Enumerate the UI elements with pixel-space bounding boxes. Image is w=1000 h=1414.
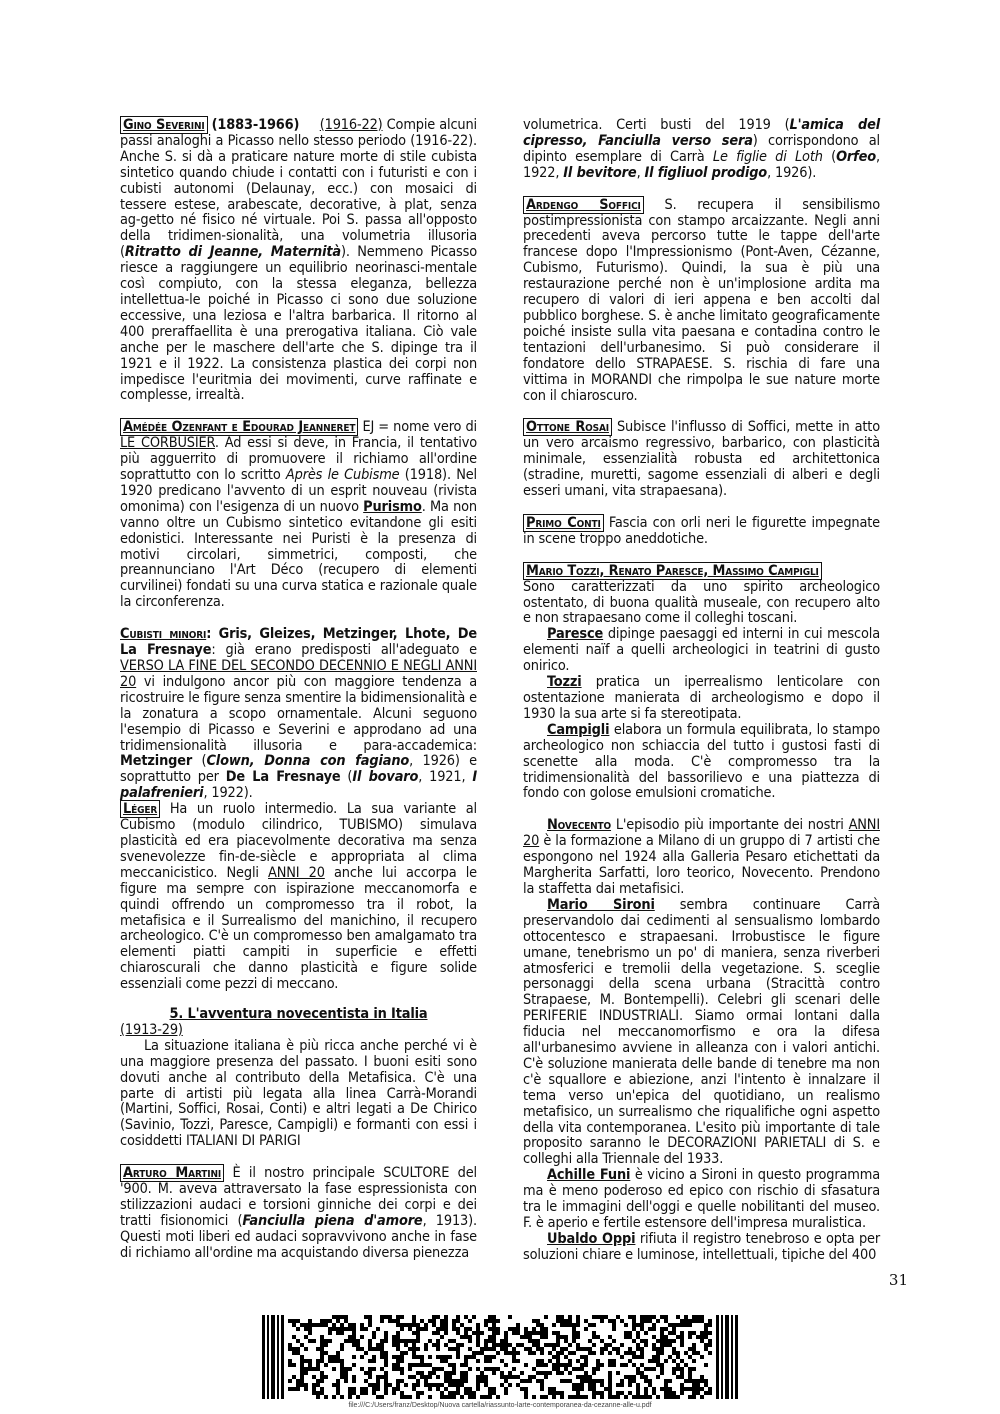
- text: è la formazione a Milano di un gruppo di 7 artisti che espongono nel 1924 alla Galleria Pesaro etichettati da Margherita Sarfatti, loro teorico, Novecento. Prendono la staffetta dai metafisici.: [523, 833, 880, 897]
- text: (1918). Nel 1920 predicano l'avvento di un esprit nouveau (rivista omonima) con l'esigenza di un nuovo: [120, 467, 478, 515]
- artwork-title: L'amica del cipresso, Fanciulla verso sera: [523, 117, 881, 149]
- label-cubisti-minori: Cubisti minori: [120, 626, 207, 643]
- text: È il nostro principale SCULTORE del '900. M. aveva attraversato la fase espressionista con stilizzazioni audaci e torsioni ginniche dei corpi e dei tratti fisionomici (: [120, 1165, 477, 1229]
- text: pratica un iperrealismo lenticolare con ostentazione manierata di archeologismo e dopo il 1930 la sua arte si fa stereotipata.: [523, 674, 880, 722]
- artwork-title: I palafrenieri: [120, 769, 477, 802]
- artist-name-martini: Arturo Martini: [120, 1164, 224, 1182]
- section-title: 5. L'avventura novecentista in Italia: [169, 1006, 428, 1023]
- movement-novecento: Novecento: [547, 817, 612, 834]
- paragraph-rosai: [523, 420, 880, 500]
- text: vi indulgono ancor più con maggiore tendenza a ricostruire le figure senza smentire la bidimensionalità e la zonatura a scopo ornamentale. Alcuni seguono l'esempio di Picasso e Severini e approdano ad una tridimensionalità illusoria e para-accademica:: [120, 673, 477, 754]
- page-number: 31: [888, 1271, 908, 1289]
- artwork-title: Il bovaro: [352, 769, 419, 786]
- text: anche lui accorpa le figure ma sempre con ispirazione meccanomorfa e quindi offrendo un compromesso tra il robot, la metafisica e il Surrealismo del manichino, il recupero archeologico. C'è un compromesso ben amalgamato tra elementi piatti campiti in superficie e effetti chiaroscurali che danno plasticità e figure solide essenziali come pezzi di meccano.: [120, 864, 477, 993]
- text: EJ = nome vero di: [358, 419, 477, 436]
- artist-paresce: Paresce: [547, 626, 604, 643]
- section-dates: [120, 1023, 477, 1039]
- text: è vicino a Sironi in questo programma ma è meno poderoso ed epico con rischio di sfasatura tra le immagini dell'oggi e quelle nobilitanti del museo. F. è aperio e fertile estensore dell'impresa muralistica.: [523, 1167, 880, 1231]
- paragraph-severini: [120, 118, 477, 404]
- text: , 1922).: [203, 785, 253, 802]
- artwork-title: Clown, Donna con fagiano: [206, 753, 410, 770]
- artist-names: : Gris, Gleizes, Metzinger, Lhote, De La Fresnaye: [120, 626, 477, 659]
- artist-sironi: Mario Sironi: [547, 896, 655, 913]
- artist-name-rosai: Ottone Rosai: [523, 418, 612, 436]
- text: Compie alcuni passi analoghi a Picasso nello stesso periodo (1916-22). Anche S. si dà a praticare nature morte di stile cubista sintetico quando chiude i contatti con i futuristi e con i cubisti autonomi (Delaunay, ecc.) con mosaici di tessere estese, arabescate, decorative, à plat, senza ag-getto né fisico né virtuale. Poi S. passa all'opposto della tridimen-sionalità, una volumetria illusoria (: [120, 117, 477, 261]
- text: , 1921,: [418, 769, 473, 786]
- text: (: [192, 753, 207, 770]
- artwork-title: Il figliuol prodigo: [644, 164, 768, 181]
- text: , 1926) e soprattutto per: [120, 753, 477, 786]
- text: Ha un ruolo intermedio. La sua variante al Cubismo (modulo cilindrico, TUBISMO) simulava plasticità ed era piacevolmente decorativa ma senza svenevolezze fin-de-siècle e appropriata al clima meccanicistico. Negli: [120, 801, 477, 881]
- text: : già erano predisposti all'adeguato e: [211, 642, 477, 659]
- le-corbusier: LE CORBUSIER: [120, 435, 215, 452]
- paragraph-ozenfant: [120, 420, 477, 611]
- paragraph-leger: [120, 802, 477, 993]
- footer-file-path: file:///C:/Users/franz/Desktop/Nuova cartella/riassunto-larte-contemporanea-da-cezanne-alle-u.pdf: [348, 1402, 652, 1409]
- paragraph-conti: [523, 516, 880, 548]
- text: . Ma non vanno oltre un Cubismo sintetico evitandone gli esiti edonistici. Interessante nei Puristi è la presenza di motivi circolari, simmetrici, composti, che preannunciano l'Art Déco (recupero di elementi curvilinei) fondati su una curva statica e razionale quale la circonferenza.: [120, 498, 477, 611]
- barcode-image: [262, 1315, 738, 1399]
- text: Fascia con orli neri le figurette impegnate in scene troppo aneddotiche.: [523, 514, 881, 547]
- artist-oppi: Ubaldo Oppi: [547, 1230, 636, 1247]
- text: , 1913). Questi moti liberi ed audaci sopravvivono anche in fase di richiamo all'ordine ma acquistando diversa pienezza: [120, 1212, 477, 1261]
- text: dipinge paesaggi ed interni in cui mescola elementi naïf a quelli archeologici in teatrini di gusto onirico.: [523, 626, 880, 675]
- paragraph-soffici: [523, 198, 880, 405]
- artist-metzinger: Metzinger: [120, 753, 193, 770]
- period-severini: (1916-22): [319, 117, 383, 133]
- paragraph-tozzi: [523, 675, 880, 723]
- text: ). Nemmeno Picasso riesce a raggiungere un equilibrio neorinasci-mentale così compiuto, con la stessa eleganza, bellezza intellettua-le poiché in Picasso ci sono due soluzione eccessive, una leziosa e l'altra barbarica. Il ritorno al 400 preraffaellita è una prerogativa italiana. Ciò vale anche per le maschere dell'arte che S. dipinge tra il 1921 e il 1922. La consistenza plastica dei corpi non impedisce l'euritmia dei movimenti, curve raffinate e complesse, irrealtà.: [120, 244, 477, 404]
- text: L'episodio più importante dei nostri: [611, 817, 849, 834]
- artist-tozzi: Tozzi: [547, 674, 582, 691]
- artist-campigli: Campigli: [547, 721, 610, 738]
- artist-name-leger: Léger: [120, 800, 160, 818]
- artwork-title: Le figlie di Loth: [712, 148, 823, 165]
- heading-tozzi-group: [523, 564, 880, 580]
- artist-name-conti: Primo Conti: [523, 514, 604, 532]
- artwork-title: Orfeo: [836, 148, 877, 165]
- artist-names-group: Mario Tozzi, Renato Paresce, Massimo Campigli: [523, 562, 822, 580]
- text: Subisce l'influsso di Soffici, mette in atto un vero arcaismo regressivo, barbarico, con plasticità minimale, essenzialità robusta ed architettonica (stradine, muretti, sagome essenziali di alberi e degli esseri umani, vita strapaesana).: [523, 419, 880, 500]
- paragraph-campigli: [523, 723, 880, 803]
- artwork-title: Ritratto di Jeanne, Maternità: [124, 244, 341, 261]
- paragraph-sironi: [523, 898, 880, 1168]
- artwork-title: Fanciulla piena d'amore: [242, 1212, 423, 1229]
- left-column: [120, 118, 477, 1262]
- text: (: [822, 148, 837, 165]
- artist-funi: Achille Funi: [547, 1167, 631, 1184]
- artwork-title: Il bevitore: [563, 164, 637, 181]
- text: elabora un formula equilibrata, lo stampo archeologico non schiaccia del tutto i gustosi fasti di scenette alla moda. C'è compromesso tra la tridimensionalità del bassorilievo e una piattezza di fondo con golose emulsioni cromatiche.: [523, 721, 880, 802]
- paragraph-paresce: [523, 627, 880, 675]
- artist-name-ozenfant: Amédée Ozenfant e Edourad Jeanneret: [120, 418, 358, 436]
- artist-name-soffici: Ardengo Soffici: [523, 196, 644, 214]
- artist-name-severini: Gino Severini: [120, 116, 208, 134]
- text: . Ad essi si deve, in Francia, il tentativo più agguerrito di promuovere il richiamo all'ordine soprattutto con lo scritto: [120, 435, 478, 484]
- section-intro: La situazione italiana è più ricca anche perché vi è una maggiore presenza del passato. I buoni esiti sono dovuti anche al contributo della Metafisica. C'è una parte di artisti più legata alla linea Carrà-Morandi (Martini, Soffici, Rosai, Conti) e altri legati a De Chirico (Savinio, Tozzi, Paresce, Campigli) e formanti con essi i cosiddetti ITALIANI DI PARIGI: [120, 1037, 477, 1150]
- artist-dates-severini: (1883-1966): [211, 117, 300, 133]
- text: , 1926).: [767, 164, 817, 181]
- paragraph-cubisti-minori: [120, 627, 477, 802]
- book-title: Après le Cubisme: [285, 467, 400, 484]
- text: ,: [636, 164, 645, 181]
- text: (: [340, 769, 353, 786]
- text: volumetrica. Certi busti del 1919 (: [523, 117, 790, 133]
- period: ANNI 20: [523, 817, 880, 850]
- period: VERSO LA FINE DEL SECONDO DECENNIO E NEGLI ANNI 20: [120, 658, 477, 690]
- period: ANNI 20: [268, 864, 325, 881]
- paragraph-intro-right: [523, 118, 880, 182]
- text: sembra continuare Carrà preservandolo dai cedimenti al sensualismo lombardo ottocentesco e strapaesani. Irrobustisce le figure umane, tenebrismo un po' di maniera, senza riverberi atmosferici e tremolii della vegetazione. S. sceglie personaggi della scena urbana (Stracittà contro Strapaese, M. Bontempelli). Celebri gli scenari delle PERIFERIE INDUSTRIALI. Siamo ormai lontani dalla fiducia nel meccanomorfismo e ora la difesa all'urbanesimo avviene in alleanza con i valori antichi. C'è soluzione manierata delle bande di tenebre ma non c'è squallore e abiezione, anzi l'intento è innalzare il tema verso un'epica del quotidiano, un realismo metafisico, un surrealismo che riqualifiche ogni aspetto della vita contemporanea. L'esito più importante di tale proposito saranno le DECORAZIONI PARIETALI di S. e colleghi alla Triennale del 1933.: [523, 896, 880, 1168]
- text: rifiuta il registro tenebroso e opta per soluzioni chiare e luminose, intellettuali, tipiche del 400: [523, 1230, 880, 1263]
- text: , 1922,: [523, 148, 880, 181]
- paragraph-oppi: [523, 1232, 880, 1264]
- artist-fresnaye: De La Fresnaye: [225, 769, 341, 786]
- term-purismo: Purismo: [363, 498, 422, 515]
- paragraph-funi: [523, 1168, 880, 1232]
- paragraph-martini: [120, 1166, 477, 1261]
- dates: (1913-29): [120, 1021, 183, 1038]
- paragraph-tozzi-group: Sono caratterizzati da uno spirito archeologico ostentato, di buona qualità museale, con recupero alto e non strapaesano come il colleghi toscani.: [523, 578, 880, 627]
- text: S. recupera il sensibilismo postimpressionista con stampo arcaizzante. Negli anni precedenti aveva percorso tutte le tappe dell'arte francese dopo l'Impressionismo (Pont-Aven, Cézanne, Cubismo, Futurismo). Quindi, la sua è più una restaurazione perché non è un'implosione ardita ma recupero di valori di ieri appena e ben accolti dal pubblico borghese. S. è anche limitato geograficamente poiché insiste sulla vita paesana e contadina contro le tentazioni dell'urbanesimo. Si può considerare il fondatore dello STRAPAESE. S. rischia di fare una vittima in MORANDI che rimpolpa le sue nature morte con il chiaroscuro.: [523, 196, 880, 404]
- text: ) corrispondono al dipinto esemplare di Carrà: [523, 132, 880, 165]
- right-column: [523, 118, 880, 1264]
- paragraph-novecento: [523, 818, 880, 898]
